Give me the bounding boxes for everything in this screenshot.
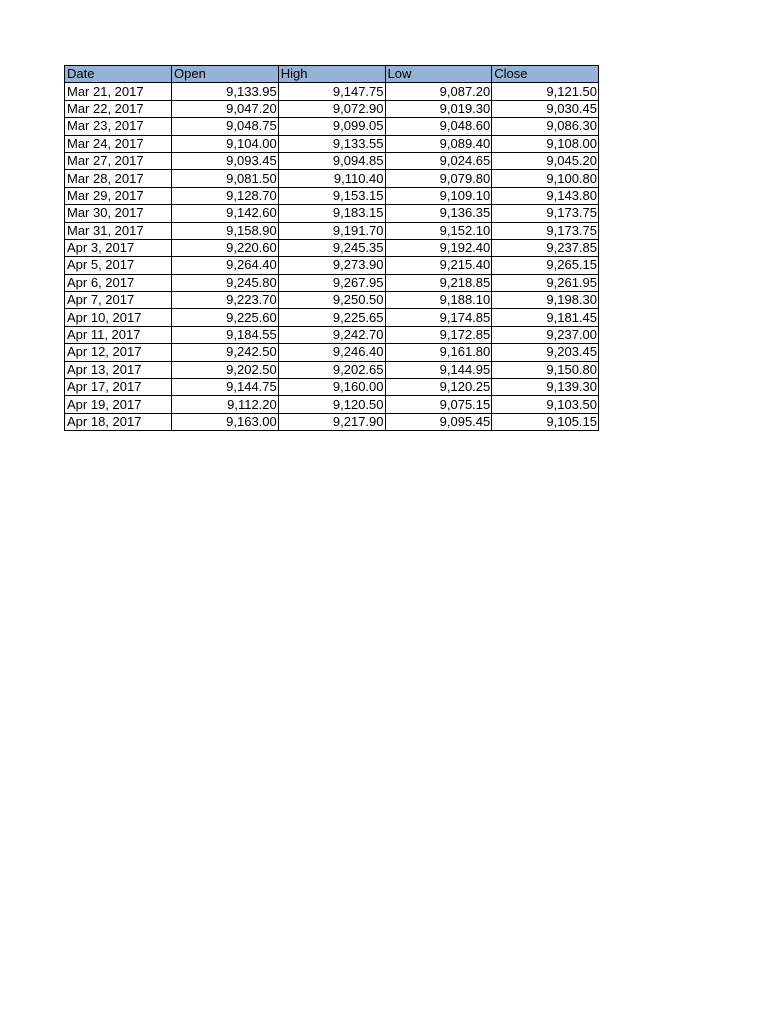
cell-low: 9,218.85 (385, 274, 492, 291)
cell-low: 9,136.35 (385, 205, 492, 222)
header-low: Low (385, 66, 492, 83)
cell-low: 9,087.20 (385, 83, 492, 100)
cell-date: Mar 23, 2017 (65, 118, 172, 135)
cell-open: 9,220.60 (172, 239, 279, 256)
cell-close: 9,237.00 (492, 326, 599, 343)
cell-low: 9,192.40 (385, 239, 492, 256)
cell-close: 9,198.30 (492, 292, 599, 309)
table-row (65, 274, 599, 291)
cell-low: 9,161.80 (385, 344, 492, 361)
cell-low: 9,109.10 (385, 187, 492, 204)
cell-high: 9,133.55 (278, 135, 385, 152)
cell-high: 9,099.05 (278, 118, 385, 135)
cell-low: 9,075.15 (385, 396, 492, 413)
table-row (65, 396, 599, 413)
table-row (65, 344, 599, 361)
cell-close: 9,103.50 (492, 396, 599, 413)
cell-high: 9,242.70 (278, 326, 385, 343)
table-row (65, 413, 599, 430)
cell-date: Apr 19, 2017 (65, 396, 172, 413)
cell-date: Apr 7, 2017 (65, 292, 172, 309)
header-close: Close (492, 66, 599, 83)
cell-close: 9,150.80 (492, 361, 599, 378)
cell-low: 9,144.95 (385, 361, 492, 378)
cell-date: Apr 10, 2017 (65, 309, 172, 326)
cell-close: 9,086.30 (492, 118, 599, 135)
cell-low: 9,079.80 (385, 170, 492, 187)
cell-open: 9,184.55 (172, 326, 279, 343)
header-high: High (278, 66, 385, 83)
cell-low: 9,019.30 (385, 100, 492, 117)
cell-high: 9,245.35 (278, 239, 385, 256)
cell-low: 9,174.85 (385, 309, 492, 326)
cell-high: 9,225.65 (278, 309, 385, 326)
cell-date: Apr 11, 2017 (65, 326, 172, 343)
cell-open: 9,202.50 (172, 361, 279, 378)
cell-open: 9,093.45 (172, 152, 279, 169)
cell-high: 9,246.40 (278, 344, 385, 361)
cell-close: 9,105.15 (492, 413, 599, 430)
table-row (65, 222, 599, 239)
cell-high: 9,250.50 (278, 292, 385, 309)
cell-low: 9,024.65 (385, 152, 492, 169)
cell-high: 9,147.75 (278, 83, 385, 100)
table-row (65, 205, 599, 222)
cell-open: 9,225.60 (172, 309, 279, 326)
cell-open: 9,047.20 (172, 100, 279, 117)
cell-close: 9,121.50 (492, 83, 599, 100)
cell-open: 9,264.40 (172, 257, 279, 274)
table-row (65, 100, 599, 117)
table-row (65, 187, 599, 204)
table-row (65, 379, 599, 396)
header-open: Open (172, 66, 279, 83)
cell-high: 9,094.85 (278, 152, 385, 169)
header-date: Date (65, 66, 172, 83)
table-row (65, 135, 599, 152)
cell-open: 9,242.50 (172, 344, 279, 361)
cell-open: 9,245.80 (172, 274, 279, 291)
table-row (65, 152, 599, 169)
cell-open: 9,163.00 (172, 413, 279, 430)
table-row (65, 361, 599, 378)
table-row (65, 257, 599, 274)
cell-high: 9,120.50 (278, 396, 385, 413)
cell-open: 9,128.70 (172, 187, 279, 204)
cell-open: 9,158.90 (172, 222, 279, 239)
cell-date: Mar 31, 2017 (65, 222, 172, 239)
cell-date: Mar 24, 2017 (65, 135, 172, 152)
cell-close: 9,181.45 (492, 309, 599, 326)
cell-date: Mar 29, 2017 (65, 187, 172, 204)
table-row (65, 292, 599, 309)
cell-close: 9,173.75 (492, 222, 599, 239)
cell-low: 9,188.10 (385, 292, 492, 309)
cell-close: 9,030.45 (492, 100, 599, 117)
cell-low: 9,152.10 (385, 222, 492, 239)
cell-open: 9,223.70 (172, 292, 279, 309)
cell-date: Apr 17, 2017 (65, 379, 172, 396)
cell-date: Mar 22, 2017 (65, 100, 172, 117)
cell-date: Mar 21, 2017 (65, 83, 172, 100)
cell-close: 9,173.75 (492, 205, 599, 222)
cell-open: 9,144.75 (172, 379, 279, 396)
cell-date: Apr 3, 2017 (65, 239, 172, 256)
table-row (65, 309, 599, 326)
table-row (65, 170, 599, 187)
table-body (65, 83, 599, 431)
cell-close: 9,139.30 (492, 379, 599, 396)
cell-date: Apr 5, 2017 (65, 257, 172, 274)
cell-date: Apr 6, 2017 (65, 274, 172, 291)
cell-date: Mar 27, 2017 (65, 152, 172, 169)
cell-close: 9,265.15 (492, 257, 599, 274)
cell-high: 9,202.65 (278, 361, 385, 378)
cell-high: 9,273.90 (278, 257, 385, 274)
cell-open: 9,104.00 (172, 135, 279, 152)
cell-close: 9,108.00 (492, 135, 599, 152)
cell-low: 9,120.25 (385, 379, 492, 396)
cell-close: 9,045.20 (492, 152, 599, 169)
cell-date: Apr 18, 2017 (65, 413, 172, 430)
cell-high: 9,183.15 (278, 205, 385, 222)
table-header-row (65, 66, 599, 83)
cell-low: 9,215.40 (385, 257, 492, 274)
cell-open: 9,133.95 (172, 83, 279, 100)
cell-open: 9,142.60 (172, 205, 279, 222)
cell-high: 9,267.95 (278, 274, 385, 291)
table-row (65, 83, 599, 100)
cell-open: 9,081.50 (172, 170, 279, 187)
cell-close: 9,237.85 (492, 239, 599, 256)
cell-low: 9,095.45 (385, 413, 492, 430)
table-row (65, 118, 599, 135)
cell-high: 9,153.15 (278, 187, 385, 204)
cell-close: 9,261.95 (492, 274, 599, 291)
cell-date: Mar 30, 2017 (65, 205, 172, 222)
cell-open: 9,048.75 (172, 118, 279, 135)
cell-open: 9,112.20 (172, 396, 279, 413)
cell-high: 9,160.00 (278, 379, 385, 396)
stock-price-table (64, 65, 599, 431)
table-row (65, 239, 599, 256)
cell-high: 9,072.90 (278, 100, 385, 117)
cell-high: 9,110.40 (278, 170, 385, 187)
cell-date: Mar 28, 2017 (65, 170, 172, 187)
cell-low: 9,089.40 (385, 135, 492, 152)
cell-low: 9,048.60 (385, 118, 492, 135)
cell-high: 9,191.70 (278, 222, 385, 239)
table-row (65, 326, 599, 343)
cell-close: 9,100.80 (492, 170, 599, 187)
cell-date: Apr 13, 2017 (65, 361, 172, 378)
cell-close: 9,203.45 (492, 344, 599, 361)
cell-high: 9,217.90 (278, 413, 385, 430)
cell-low: 9,172.85 (385, 326, 492, 343)
cell-close: 9,143.80 (492, 187, 599, 204)
cell-date: Apr 12, 2017 (65, 344, 172, 361)
